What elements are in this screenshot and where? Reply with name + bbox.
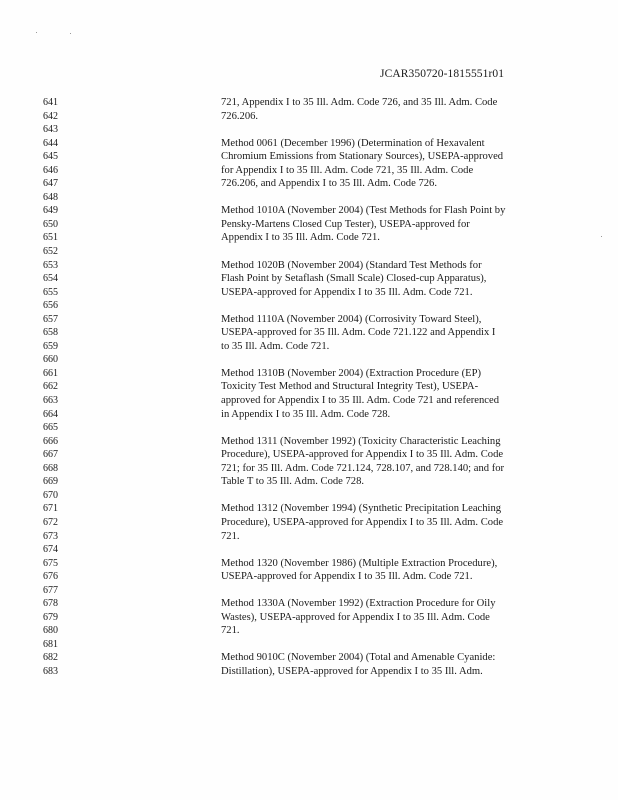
line-number: 671 bbox=[43, 503, 58, 515]
line-number: 674 bbox=[43, 544, 58, 556]
line-number: 650 bbox=[43, 218, 58, 230]
document-id-header: JCAR350720-1815551r01 bbox=[380, 68, 505, 80]
text-line: Method 1110A (November 2004) (Corrosivity Toward Steel), bbox=[221, 313, 482, 325]
line-number: 676 bbox=[43, 571, 58, 583]
text-line: Pensky-Martens Closed Cup Tester), USEPA-approved for bbox=[221, 218, 470, 230]
scan-speck bbox=[36, 32, 37, 33]
line-number: 677 bbox=[43, 584, 58, 596]
line-number: 675 bbox=[43, 557, 58, 569]
text-line: USEPA-approved for 35 Ill. Adm. Code 721.122 and Appendix I bbox=[221, 327, 496, 339]
text-line: Toxicity Test Method and Structural Integrity Test), USEPA- bbox=[221, 381, 479, 393]
line-number: 667 bbox=[43, 449, 58, 461]
text-line: for Appendix I to 35 Ill. Adm. Code 721, 35 Ill. Adm. Code bbox=[221, 164, 474, 176]
line-number: 673 bbox=[43, 530, 58, 542]
text-line: Method 1020B (November 2004) (Standard Test Methods for bbox=[221, 259, 482, 271]
line-number: 643 bbox=[43, 124, 58, 136]
line-number: 678 bbox=[43, 598, 58, 610]
line-number: 656 bbox=[43, 300, 58, 312]
line-number: 659 bbox=[43, 340, 58, 352]
text-line: to 35 Ill. Adm. Code 721. bbox=[221, 340, 330, 352]
line-number: 649 bbox=[43, 205, 58, 217]
line-number: 679 bbox=[43, 611, 58, 623]
text-line bbox=[221, 353, 561, 367]
text-line: 721. bbox=[221, 530, 240, 542]
line-number: 657 bbox=[43, 313, 58, 325]
text-line: USEPA-approved for Appendix I to 35 Ill. Adm. Code 721. bbox=[221, 286, 473, 298]
text-line: Method 1330A (November 1992) (Extraction Procedure for Oily bbox=[221, 598, 496, 610]
document-body bbox=[221, 96, 561, 679]
line-number: 661 bbox=[43, 367, 58, 379]
text-line: Method 1312 (November 1994) (Synthetic Precipitation Leaching bbox=[221, 503, 502, 515]
text-line: Method 1310B (November 2004) (Extraction Procedure (EP) bbox=[221, 367, 482, 379]
line-number: 647 bbox=[43, 178, 58, 190]
line-number-column bbox=[43, 96, 73, 679]
text-line bbox=[221, 191, 561, 205]
text-line: Distillation), USEPA-approved for Appendix I to 35 Ill. Adm. bbox=[221, 665, 483, 677]
text-line: Chromium Emissions from Stationary Sources), USEPA-approved bbox=[221, 151, 504, 163]
line-number: 655 bbox=[43, 286, 58, 298]
text-line: Method 9010C (November 2004) (Total and Amenable Cyanide: bbox=[221, 652, 496, 664]
line-number: 653 bbox=[43, 259, 58, 271]
text-line: Procedure), USEPA-approved for Appendix I to 35 Ill. Adm. Code bbox=[221, 516, 504, 528]
text-line bbox=[221, 584, 561, 598]
line-number: 652 bbox=[43, 246, 58, 258]
line-number: 683 bbox=[43, 665, 58, 677]
line-number: 664 bbox=[43, 408, 58, 420]
line-number: 681 bbox=[43, 638, 58, 650]
line-number: 663 bbox=[43, 395, 58, 407]
line-number: 645 bbox=[43, 151, 58, 163]
text-line: in Appendix I to 35 Ill. Adm. Code 728. bbox=[221, 408, 391, 420]
scan-speck bbox=[70, 33, 71, 34]
text-line: 721, Appendix I to 35 Ill. Adm. Code 726, and 35 Ill. Adm. Code bbox=[221, 97, 498, 108]
text-line bbox=[221, 245, 561, 259]
text-line: Method 0061 (December 1996) (Determination of Hexavalent bbox=[221, 137, 485, 149]
text-line: Flash Point by Setaflash (Small Scale) Closed-cup Apparatus), bbox=[221, 273, 487, 285]
text-line bbox=[221, 421, 561, 435]
line-number: 654 bbox=[43, 273, 58, 285]
text-line: 726.206, and Appendix I to 35 Ill. Adm. Code 726. bbox=[221, 178, 437, 190]
text-line: Method 1320 (November 1986) (Multiple Extraction Procedure), bbox=[221, 557, 498, 569]
line-number: 668 bbox=[43, 462, 58, 474]
line-number: 648 bbox=[43, 191, 58, 203]
line-number: 641 bbox=[43, 97, 58, 108]
text-line: 721; for 35 Ill. Adm. Code 721.124, 728.107, and 728.140; and for bbox=[221, 462, 505, 474]
line-number: 672 bbox=[43, 516, 58, 528]
text-line: Method 1311 (November 1992) (Toxicity Characteristic Leaching bbox=[221, 435, 501, 447]
text-line: Method 1010A (November 2004) (Test Methods for Flash Point by bbox=[221, 205, 506, 217]
line-number: 642 bbox=[43, 110, 58, 122]
line-number: 644 bbox=[43, 137, 58, 149]
line-number: 669 bbox=[43, 476, 58, 488]
text-line: 726.206. bbox=[221, 110, 259, 122]
text-line: Wastes), USEPA-approved for Appendix I to 35 Ill. Adm. Code bbox=[221, 611, 490, 623]
line-number: 680 bbox=[43, 625, 58, 637]
text-line bbox=[221, 299, 561, 313]
text-line: approved for Appendix I to 35 Ill. Adm. Code 721 and referenced bbox=[221, 395, 500, 407]
line-number: 662 bbox=[43, 381, 58, 393]
text-line: USEPA-approved for Appendix I to 35 Ill. Adm. Code 721. bbox=[221, 571, 473, 583]
text-line bbox=[221, 638, 561, 652]
text-line bbox=[221, 543, 561, 557]
scan-speck bbox=[601, 236, 602, 237]
text-line: Procedure), USEPA-approved for Appendix I to 35 Ill. Adm. Code bbox=[221, 449, 504, 461]
line-number: 660 bbox=[43, 354, 58, 366]
text-line: Table T to 35 Ill. Adm. Code 728. bbox=[221, 476, 365, 488]
line-number: 665 bbox=[43, 422, 58, 434]
line-number: 658 bbox=[43, 327, 58, 339]
text-line: 721. bbox=[221, 625, 240, 637]
line-number: 651 bbox=[43, 232, 58, 244]
line-number: 682 bbox=[43, 652, 58, 664]
line-number: 666 bbox=[43, 435, 58, 447]
text-line: Appendix I to 35 Ill. Adm. Code 721. bbox=[221, 232, 380, 244]
text-line bbox=[221, 123, 561, 137]
line-number: 646 bbox=[43, 164, 58, 176]
line-number: 670 bbox=[43, 489, 58, 501]
text-line bbox=[221, 489, 561, 503]
